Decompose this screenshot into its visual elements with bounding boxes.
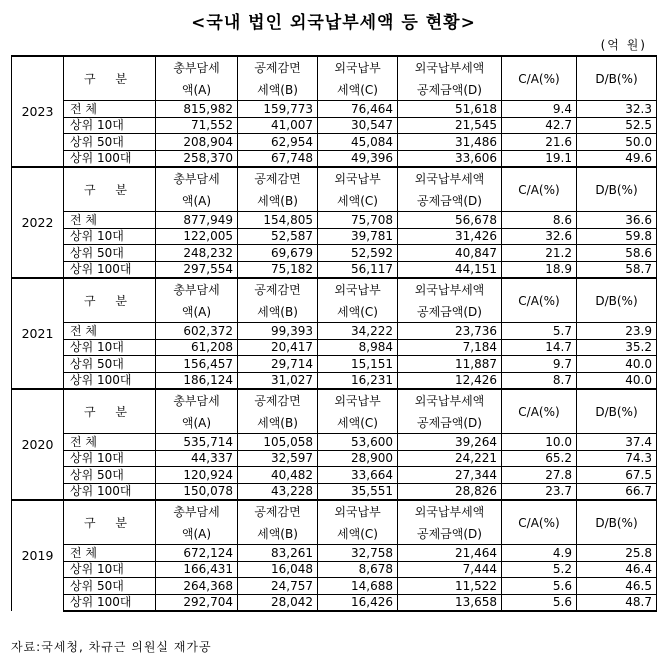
row-category: 상위 100대	[64, 483, 156, 500]
table-cell: 29,714	[238, 356, 318, 373]
table-cell: 208,904	[156, 134, 238, 151]
table-row	[12, 134, 657, 151]
table-cell: 672,124	[156, 545, 238, 562]
table-cell: 40,847	[398, 245, 502, 262]
table-cell: 33,606	[398, 150, 502, 167]
row-category: 상위 10대	[64, 339, 156, 356]
table-cell: 39,264	[398, 434, 502, 451]
table-cell: 7,444	[398, 561, 502, 578]
table-cell: 159,773	[238, 101, 318, 118]
table-cell: 58.6	[577, 245, 657, 262]
column-header: 공제금액(D)	[398, 79, 502, 101]
table-cell: 34,222	[318, 323, 398, 340]
row-category: 전 체	[64, 434, 156, 451]
table-cell: 74.3	[577, 450, 657, 467]
column-header: 총부담세	[156, 278, 238, 301]
table-cell: 24,757	[238, 578, 318, 595]
column-header: 외국납부세액	[398, 278, 502, 301]
row-category: 상위 100대	[64, 261, 156, 278]
table-cell: 56,117	[318, 261, 398, 278]
table-cell: 297,554	[156, 261, 238, 278]
ratio-header: C/A(%)	[502, 389, 577, 434]
table-cell: 15,151	[318, 356, 398, 373]
table-cell: 35,551	[318, 483, 398, 500]
table-cell: 71,552	[156, 117, 238, 134]
year-label: 2020	[12, 389, 64, 500]
table-cell: 154,805	[238, 212, 318, 229]
table-cell: 76,464	[318, 101, 398, 118]
column-header: 공제감면	[238, 389, 318, 412]
row-category: 상위 100대	[64, 372, 156, 389]
table-cell: 11,887	[398, 356, 502, 373]
column-header: 세액(C)	[318, 190, 398, 212]
row-category: 전 체	[64, 545, 156, 562]
column-header: 외국납부세액	[398, 389, 502, 412]
row-category: 상위 100대	[64, 150, 156, 167]
table-cell: 49.6	[577, 150, 657, 167]
column-header: 외국납부	[318, 389, 398, 412]
column-header: 총부담세	[156, 500, 238, 523]
table-cell: 156,457	[156, 356, 238, 373]
table-cell: 46.4	[577, 561, 657, 578]
table-cell: 21,545	[398, 117, 502, 134]
table-cell: 40,482	[238, 467, 318, 484]
column-header: 총부담세	[156, 56, 238, 79]
table-cell: 39,781	[318, 228, 398, 245]
table-cell: 8,678	[318, 561, 398, 578]
table-cell: 61,208	[156, 339, 238, 356]
column-header: 외국납부	[318, 56, 398, 79]
row-category: 상위 10대	[64, 228, 156, 245]
table-row	[12, 150, 657, 167]
table-row	[12, 228, 657, 245]
table-cell: 44,151	[398, 261, 502, 278]
table-cell: 58.7	[577, 261, 657, 278]
table-cell: 31,027	[238, 372, 318, 389]
table-cell: 37.4	[577, 434, 657, 451]
year-label: 2019	[12, 500, 64, 611]
table-cell: 83,261	[238, 545, 318, 562]
column-header: 총부담세	[156, 167, 238, 190]
column-header: 세액(B)	[238, 412, 318, 434]
table-cell: 166,431	[156, 561, 238, 578]
header-row-top	[12, 278, 657, 301]
table-cell: 815,982	[156, 101, 238, 118]
table-row	[12, 339, 657, 356]
table-cell: 8.6	[502, 212, 577, 229]
table-cell: 5.2	[502, 561, 577, 578]
table-cell: 36.6	[577, 212, 657, 229]
table-row	[12, 117, 657, 134]
column-header: 외국납부	[318, 500, 398, 523]
header-row-top	[12, 389, 657, 412]
year-label: 2022	[12, 167, 64, 278]
table-cell: 32,597	[238, 450, 318, 467]
table-cell: 53,600	[318, 434, 398, 451]
ratio-header: D/B(%)	[577, 500, 657, 545]
table-cell: 32.6	[502, 228, 577, 245]
column-header: 세액(C)	[318, 412, 398, 434]
column-header: 공제감면	[238, 167, 318, 190]
table-cell: 40.0	[577, 372, 657, 389]
table-row	[12, 561, 657, 578]
table-cell: 59.8	[577, 228, 657, 245]
gubun-header: 구 분	[64, 389, 156, 434]
column-header: 액(A)	[156, 301, 238, 323]
table-cell: 122,005	[156, 228, 238, 245]
table-row	[12, 245, 657, 262]
table-cell: 50.0	[577, 134, 657, 151]
table-cell: 69,679	[238, 245, 318, 262]
table-cell: 67.5	[577, 467, 657, 484]
table-cell: 52,587	[238, 228, 318, 245]
table-cell: 14.7	[502, 339, 577, 356]
row-category: 상위 50대	[64, 245, 156, 262]
row-category: 상위 50대	[64, 134, 156, 151]
table-cell: 21.2	[502, 245, 577, 262]
column-header: 공제금액(D)	[398, 301, 502, 323]
column-header: 공제감면	[238, 500, 318, 523]
table-cell: 5.6	[502, 594, 577, 611]
table-cell: 49,396	[318, 150, 398, 167]
row-category: 전 체	[64, 101, 156, 118]
table-cell: 32,758	[318, 545, 398, 562]
table-cell: 292,704	[156, 594, 238, 611]
table-cell: 10.0	[502, 434, 577, 451]
source-note: 자료:국세청, 차규근 의원실 재가공	[11, 640, 212, 654]
table-title: <국내 법인 외국납부세액 등 현황>	[191, 13, 476, 33]
row-category: 전 체	[64, 212, 156, 229]
table-cell: 65.2	[502, 450, 577, 467]
gubun-header: 구 분	[64, 56, 156, 101]
column-header: 세액(B)	[238, 190, 318, 212]
table-cell: 35.2	[577, 339, 657, 356]
table-cell: 67,748	[238, 150, 318, 167]
table-cell: 602,372	[156, 323, 238, 340]
table-cell: 32.3	[577, 101, 657, 118]
table-cell: 56,678	[398, 212, 502, 229]
ratio-header: D/B(%)	[577, 278, 657, 323]
table-row	[12, 450, 657, 467]
table-cell: 8,984	[318, 339, 398, 356]
table-cell: 186,124	[156, 372, 238, 389]
table-cell: 21,464	[398, 545, 502, 562]
ratio-header: D/B(%)	[577, 56, 657, 101]
ratio-header: D/B(%)	[577, 167, 657, 212]
table-cell: 5.7	[502, 323, 577, 340]
table-cell: 12,426	[398, 372, 502, 389]
year-label: 2023	[12, 56, 64, 167]
table-row	[12, 578, 657, 595]
year-label: 2021	[12, 278, 64, 389]
ratio-header: D/B(%)	[577, 389, 657, 434]
column-header: 세액(B)	[238, 79, 318, 101]
row-category: 전 체	[64, 323, 156, 340]
header-row-top	[12, 500, 657, 523]
table-cell: 120,924	[156, 467, 238, 484]
table-cell: 23.7	[502, 483, 577, 500]
column-header: 외국납부	[318, 278, 398, 301]
column-header: 세액(B)	[238, 523, 318, 545]
table-cell: 27,344	[398, 467, 502, 484]
table-cell: 75,182	[238, 261, 318, 278]
ratio-header: C/A(%)	[502, 56, 577, 101]
table-cell: 13,658	[398, 594, 502, 611]
table-cell: 52.5	[577, 117, 657, 134]
table-cell: 75,708	[318, 212, 398, 229]
table-cell: 52,592	[318, 245, 398, 262]
ratio-header: C/A(%)	[502, 167, 577, 212]
table-cell: 46.5	[577, 578, 657, 595]
row-category: 상위 10대	[64, 561, 156, 578]
column-header: 외국납부세액	[398, 167, 502, 190]
table-row	[12, 356, 657, 373]
table-cell: 44,337	[156, 450, 238, 467]
table-row	[12, 261, 657, 278]
table-cell: 27.8	[502, 467, 577, 484]
unit-label: (억 원)	[600, 38, 647, 52]
table-cell: 43,228	[238, 483, 318, 500]
table-row	[12, 101, 657, 118]
table-cell: 18.9	[502, 261, 577, 278]
table-cell: 8.7	[502, 372, 577, 389]
table-cell: 11,522	[398, 578, 502, 595]
table-cell: 4.9	[502, 545, 577, 562]
header-row-top	[12, 56, 657, 79]
table-cell: 14,688	[318, 578, 398, 595]
table-cell: 16,426	[318, 594, 398, 611]
tax-table	[11, 55, 657, 612]
row-category: 상위 100대	[64, 594, 156, 611]
table-row	[12, 372, 657, 389]
ratio-header: C/A(%)	[502, 500, 577, 545]
table-cell: 16,048	[238, 561, 318, 578]
table-cell: 30,547	[318, 117, 398, 134]
row-category: 상위 10대	[64, 117, 156, 134]
table-cell: 19.1	[502, 150, 577, 167]
column-header: 액(A)	[156, 523, 238, 545]
table-cell: 248,232	[156, 245, 238, 262]
row-category: 상위 10대	[64, 450, 156, 467]
header-row-top	[12, 167, 657, 190]
table-cell: 9.7	[502, 356, 577, 373]
table-cell: 7,184	[398, 339, 502, 356]
table-cell: 23.9	[577, 323, 657, 340]
row-category: 상위 50대	[64, 467, 156, 484]
table-cell: 40.0	[577, 356, 657, 373]
column-header: 공제감면	[238, 56, 318, 79]
table-cell: 23,736	[398, 323, 502, 340]
column-header: 공제금액(D)	[398, 190, 502, 212]
gubun-header: 구 분	[64, 167, 156, 212]
column-header: 세액(C)	[318, 301, 398, 323]
table-cell: 535,714	[156, 434, 238, 451]
table-cell: 28,826	[398, 483, 502, 500]
column-header: 공제금액(D)	[398, 412, 502, 434]
gubun-header: 구 분	[64, 278, 156, 323]
column-header: 세액(B)	[238, 301, 318, 323]
table-cell: 258,370	[156, 150, 238, 167]
row-category: 상위 50대	[64, 356, 156, 373]
table-cell: 41,007	[238, 117, 318, 134]
table-row	[12, 434, 657, 451]
column-header: 외국납부세액	[398, 56, 502, 79]
ratio-header: C/A(%)	[502, 278, 577, 323]
table-cell: 28,900	[318, 450, 398, 467]
column-header: 공제감면	[238, 278, 318, 301]
table-cell: 24,221	[398, 450, 502, 467]
table-cell: 16,231	[318, 372, 398, 389]
table-cell: 48.7	[577, 594, 657, 611]
column-header: 액(A)	[156, 79, 238, 101]
column-header: 액(A)	[156, 190, 238, 212]
table-cell: 28,042	[238, 594, 318, 611]
column-header: 외국납부세액	[398, 500, 502, 523]
column-header: 세액(C)	[318, 523, 398, 545]
table-row	[12, 594, 657, 611]
table-cell: 25.8	[577, 545, 657, 562]
table-cell: 31,426	[398, 228, 502, 245]
column-header: 액(A)	[156, 412, 238, 434]
table-cell: 45,084	[318, 134, 398, 151]
column-header: 세액(C)	[318, 79, 398, 101]
table-cell: 42.7	[502, 117, 577, 134]
column-header: 공제금액(D)	[398, 523, 502, 545]
table-cell: 51,618	[398, 101, 502, 118]
table-cell: 150,078	[156, 483, 238, 500]
table-cell: 264,368	[156, 578, 238, 595]
table-row	[12, 467, 657, 484]
table-cell: 5.6	[502, 578, 577, 595]
table-cell: 62,954	[238, 134, 318, 151]
table-cell: 31,486	[398, 134, 502, 151]
row-category: 상위 50대	[64, 578, 156, 595]
table-row	[12, 323, 657, 340]
table-cell: 99,393	[238, 323, 318, 340]
table-row	[12, 212, 657, 229]
table-cell: 9.4	[502, 101, 577, 118]
table-cell: 66.7	[577, 483, 657, 500]
table-cell: 105,058	[238, 434, 318, 451]
table-cell: 20,417	[238, 339, 318, 356]
table-cell: 33,664	[318, 467, 398, 484]
column-header: 총부담세	[156, 389, 238, 412]
table-cell: 877,949	[156, 212, 238, 229]
table-row	[12, 483, 657, 500]
table-cell: 21.6	[502, 134, 577, 151]
column-header: 외국납부	[318, 167, 398, 190]
gubun-header: 구 분	[64, 500, 156, 545]
table-row	[12, 545, 657, 562]
